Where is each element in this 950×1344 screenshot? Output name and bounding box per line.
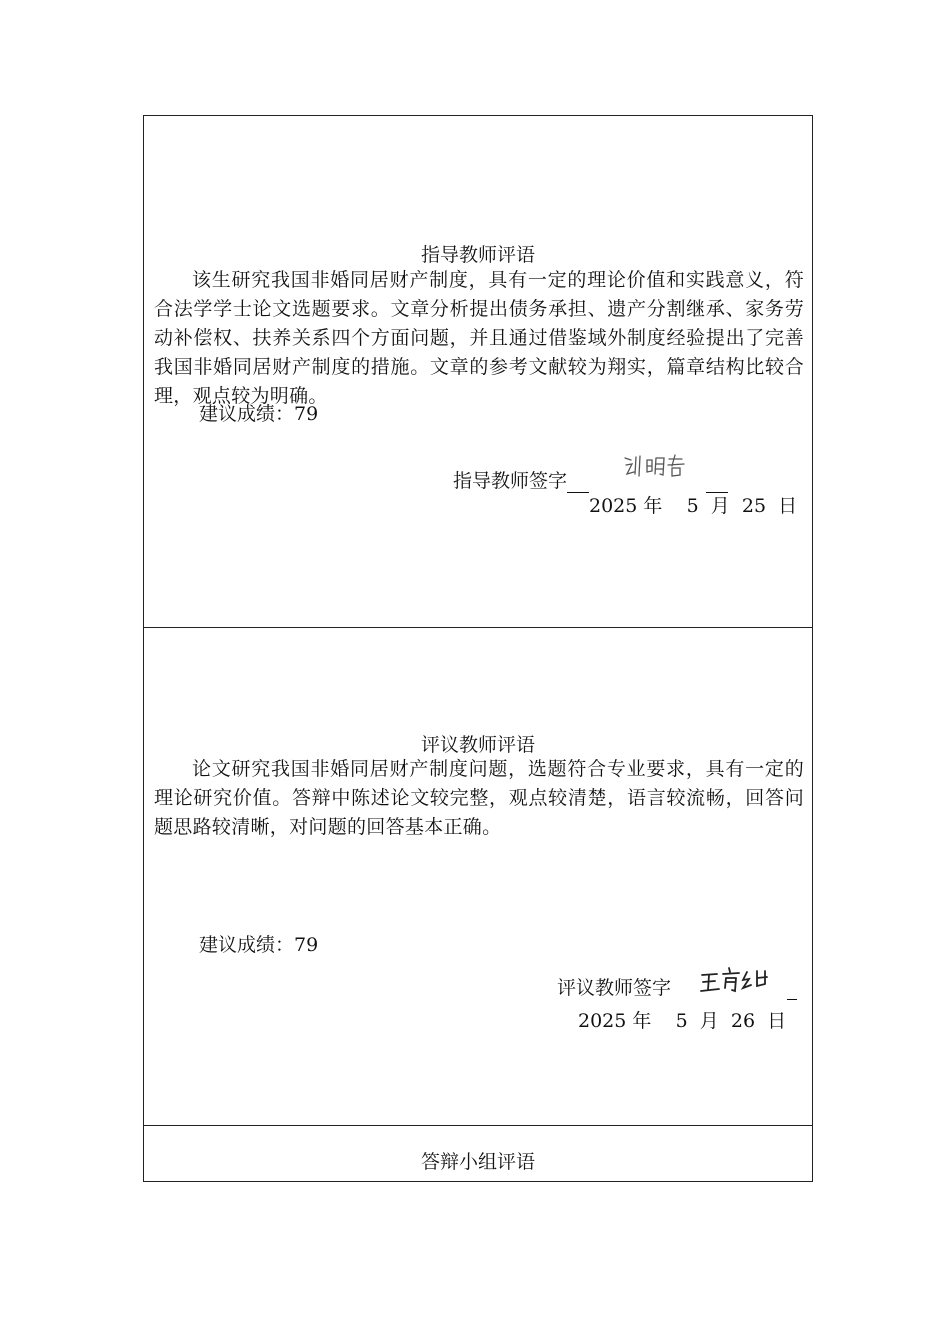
advisor-heading: 指导教师评语 (420, 244, 535, 266)
advisor-signature-line (453, 469, 589, 493)
reviewer-signature-label: 评议教师签字 (557, 977, 672, 999)
reviewer-signature-trail (787, 976, 797, 1000)
advisor-date (589, 494, 797, 518)
reviewer-handwritten-signature (699, 966, 779, 998)
advisor-date-day-unit: 日 (778, 495, 798, 517)
advisor-signature-underline (567, 472, 589, 493)
advisor-comment-cell (143, 115, 813, 628)
reviewer-comment-text: 论文研究我国非婚同居财产制度问题，选题符合专业要求，具有一定的理论研究价值。答辩中陈述论文较完整，观点较清楚，语言较流畅，回答问题思路较清晰，对问题的回答基本正确。 (154, 758, 804, 838)
advisor-date-month: 5 (686, 495, 699, 517)
reviewer-date-day: 26 (730, 1010, 756, 1032)
advisor-grade: 建议成绩：79 (199, 403, 319, 425)
advisor-signature-trail (706, 469, 728, 493)
panel-comment-cell (143, 1125, 813, 1182)
reviewer-date (578, 1009, 786, 1033)
reviewer-signature-underline (787, 979, 797, 1000)
panel-heading: 答辩小组评语 (420, 1151, 535, 1173)
reviewer-grade: 建议成绩：79 (199, 934, 319, 956)
reviewer-date-day-unit: 日 (767, 1010, 787, 1032)
advisor-date-month-unit: 月 (710, 495, 730, 517)
reviewer-comment-cell (143, 627, 813, 1126)
advisor-date-year-unit: 年 (643, 495, 663, 517)
advisor-date-day: 25 (741, 495, 767, 517)
reviewer-date-year-unit: 年 (632, 1010, 652, 1032)
reviewer-signature-image (699, 966, 779, 998)
reviewer-heading: 评议教师评语 (420, 734, 535, 756)
reviewer-date-month: 5 (675, 1010, 688, 1032)
advisor-comment-text: 该生研究我国非婚同居财产制度，具有一定的理论价值和实践意义，符合法学学士论文选题要求。文章分析提出债务承担、遗产分割继承、家务劳动补偿权、扶养关系四个方面问题，并且通过借鉴域外制度经验提出了完善我国非婚同居财产制度的措施。文章的参考文献较为翔实，篇章结构比较合理，观点较为明确。 (154, 269, 804, 407)
advisor-signature-label: 指导教师签字 (453, 470, 568, 492)
advisor-handwritten-signature (622, 452, 702, 482)
reviewer-date-month-unit: 月 (699, 1010, 719, 1032)
advisor-signature-trailing-underline (706, 472, 728, 493)
advisor-date-year: 2025 (589, 495, 638, 517)
advisor-signature-image (622, 452, 702, 482)
reviewer-date-year: 2025 (578, 1010, 627, 1032)
reviewer-signature-line (557, 976, 671, 1000)
